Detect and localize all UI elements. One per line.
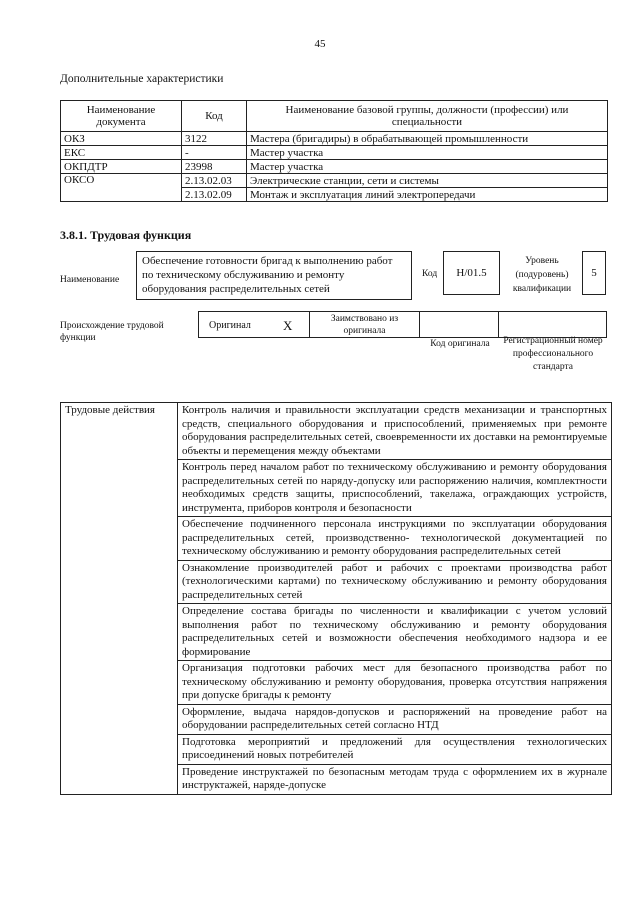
table-row — [61, 146, 608, 160]
group-cell: Монтаж и эксплуатация линий электропередачи — [247, 188, 608, 202]
labor-action-item: Организация подготовки рабочих мест для безопасного производства работ по техническому обслуживанию и ремонту оборудования, проверка отсутствия напряжения при допуске бригады к ремонту — [178, 661, 612, 705]
code-cell: - — [182, 146, 247, 160]
additional-characteristics-heading: Дополнительные характеристики — [60, 73, 224, 85]
original-mark: X — [283, 318, 293, 333]
table-row — [61, 132, 608, 146]
original-box — [198, 311, 310, 338]
labor-actions-table — [60, 402, 612, 795]
group-cell: Электрические станции, сети и системы — [247, 174, 608, 188]
function-name-box: Обеспечение готовности бригад к выполнению работ по техническому обслуживанию и ремонту оборудования распределительных сетей — [136, 251, 412, 300]
original-label: Оригинал — [209, 320, 251, 331]
labor-action-item: Контроль наличия и правильности эксплуатации средств механизации и транспортных средств, специального оборудования и приспособлений, применяемых при ремонте оборудования распределительных сетей, своевременности их доставки на ремонтируемые объекты и перемещения между объектами — [178, 403, 612, 460]
labor-action-item: Подготовка мероприятий и предложений для осуществления технологических присоединений новых потребителей — [178, 734, 612, 764]
doc-cell: ЕКС — [61, 146, 182, 160]
group-cell: Мастера (бригадиры) в обрабатывающей промышленности — [247, 132, 608, 146]
table-row — [61, 174, 608, 188]
labor-action-item: Ознакомление производителей работ и рабочих с проектами производства работ (технологическими картами) по техническому обслуживанию и ремонту оборудования распределительных сетей — [178, 560, 612, 604]
code-label: Код — [422, 269, 438, 279]
doc-cell: ОКЗ — [61, 132, 182, 146]
name-label: Наименование — [60, 275, 120, 285]
original-code-label: Код оригинала — [430, 339, 490, 349]
reg-number-label: Регистрационный номер профессионального стандарта — [503, 336, 603, 372]
code-cell: 2.13.02.09 — [182, 188, 247, 202]
group-cell: Мастер участка — [247, 146, 608, 160]
function-code-box: H/01.5 — [443, 251, 500, 295]
table-row — [61, 160, 608, 174]
labor-actions-category: Трудовые действия — [61, 403, 178, 795]
code-cell: 2.13.02.03 — [182, 174, 247, 188]
labor-action-item: Обеспечение подчиненного персонала инструкциями по эксплуатации оборудования распределительных сетей, производственно- технологической документацией по техническому обслуживанию и ремонту оборудования распределительных сетей — [178, 517, 612, 561]
labor-action-item: Проведение инструктажей по безопасным методам труда с оформлением их в журнале инструктажей, наряде-допуске — [178, 764, 612, 794]
borrowed-box: Заимствовано из оригинала — [309, 311, 420, 338]
doc-cell: ОКПДТР — [61, 160, 182, 174]
code-cell: 23998 — [182, 160, 247, 174]
original-code-box — [419, 311, 499, 338]
level-label: Уровень (подуровень) квалификации — [512, 256, 572, 294]
group-cell: Мастер участка — [247, 160, 608, 174]
level-value-box: 5 — [582, 251, 606, 295]
labor-action-item: Определение состава бригады по численности и квалификации с учетом условий выполнения работ по техническому обслуживанию и ремонту оборудования распределительных сетей и возможности обеспечения необходимого надзора и ее формирование — [178, 604, 612, 661]
doc-cell: ОКСО — [61, 174, 182, 202]
section-title: 3.8.1. Трудовая функция — [60, 228, 192, 242]
code-cell: 3122 — [182, 132, 247, 146]
additional-characteristics-table — [60, 100, 608, 202]
table-row — [61, 403, 612, 460]
reg-number-box — [498, 311, 607, 338]
header-code: Код — [182, 101, 247, 132]
header-document-name: Наименование документа — [61, 101, 182, 132]
origin-label: Происхождение трудовой функции — [60, 321, 164, 343]
labor-action-item: Контроль перед началом работ по техническому обслуживанию и ремонту оборудования распределительных сетей по наряду-допуску или распоряжению наличия, комплектности необходимых средств защиты, приспособлений, такелажа, ограждающих устройств, инструмента, приборов контроля и безопасности — [178, 460, 612, 517]
labor-action-item: Оформление, выдача нарядов-допусков и распоряжений на проведение работ на оборудовании распределительных сетей согласно НТД — [178, 704, 612, 734]
header-group-name: Наименование базовой группы, должности (профессии) или специальности — [247, 101, 608, 132]
page-number: 45 — [314, 38, 326, 50]
table-header-row — [61, 101, 608, 132]
